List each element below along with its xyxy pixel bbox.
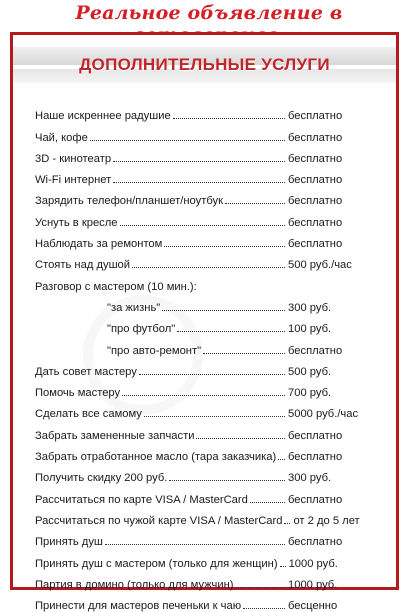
service-price: бесплатно — [288, 195, 343, 208]
service-price: бесплатно — [288, 131, 343, 144]
leader-dots — [284, 523, 290, 524]
service-row — [35, 186, 370, 207]
service-row — [35, 506, 370, 527]
leader-dots — [144, 416, 285, 417]
service-price: 1000 руб. — [288, 557, 338, 570]
leader-dots — [164, 246, 285, 247]
leader-dots — [162, 310, 285, 311]
service-label: Наше искреннее радушие — [35, 110, 171, 123]
service-label: Разговор с мастером (10 мин.): — [35, 280, 197, 293]
service-price: бесплатно — [288, 344, 343, 357]
leader-dots — [122, 395, 285, 396]
service-price: 300 руб. — [288, 472, 332, 485]
leader-dots — [105, 544, 285, 545]
service-price: 500 руб. — [288, 365, 332, 378]
service-price: бесплатно — [288, 174, 343, 187]
leader-dots — [196, 438, 285, 439]
service-price: бесплатно — [288, 536, 343, 549]
leader-dots — [120, 225, 285, 226]
service-row — [35, 122, 370, 143]
service-label: Чай, кофе — [35, 131, 88, 144]
service-price: бесплатно — [288, 216, 343, 229]
service-row — [35, 144, 370, 165]
service-price: от 2 до 5 лет — [293, 514, 360, 527]
service-price: бесплатно — [288, 429, 343, 442]
leader-dots — [90, 140, 285, 141]
service-label: Уснуть в кресле — [35, 216, 118, 229]
service-row — [35, 527, 370, 548]
service-row — [35, 165, 370, 186]
service-group-heading — [35, 271, 370, 292]
services-list — [35, 101, 370, 612]
service-row — [35, 357, 370, 378]
service-price: 500 руб./час — [288, 259, 352, 272]
price-list-frame — [10, 32, 399, 612]
service-row — [35, 207, 370, 228]
service-label: Забрать отработанное масло (тара заказчика) — [35, 451, 277, 464]
service-price: бесплатно — [288, 110, 343, 123]
service-label: "за жизнь" — [107, 301, 161, 314]
service-price: бесплатно — [288, 451, 343, 464]
page-title: ДОПОЛНИТЕЛЬНЫЕ УСЛУГИ — [79, 55, 330, 74]
service-label: Принести для мастеров печеньки к чаю — [35, 600, 242, 612]
service-label: 3D - кинотеатр — [35, 152, 112, 165]
leader-dots — [113, 182, 285, 183]
title-banner — [13, 47, 396, 87]
service-row — [35, 250, 370, 271]
service-row — [35, 101, 370, 122]
service-row — [35, 591, 370, 612]
service-row — [35, 484, 370, 505]
service-row — [35, 399, 370, 420]
service-price: 300 руб. — [288, 301, 332, 314]
service-row — [35, 548, 370, 569]
service-label: Принять душ — [35, 536, 103, 549]
service-price: бесценно — [288, 600, 338, 612]
service-price: бесплатно — [288, 238, 343, 251]
leader-dots — [225, 203, 285, 204]
service-price: 700 руб. — [288, 387, 332, 400]
service-row — [35, 442, 370, 463]
leader-dots — [139, 374, 285, 375]
service-price: бесплатно — [288, 493, 343, 506]
service-row — [35, 378, 370, 399]
leader-dots — [113, 161, 285, 162]
service-label: Принять душ с мастером (только для женщин) — [35, 557, 278, 570]
caption-heading: Реальное объявление в — [75, 2, 343, 24]
leader-dots — [243, 608, 285, 609]
leader-dots — [173, 118, 285, 119]
leader-dots — [278, 459, 285, 460]
service-label: Зарядить телефон/планшет/ноутбук — [35, 195, 223, 208]
service-label: Стоять над душой — [35, 259, 131, 272]
service-label: Наблюдать за ремонтом — [35, 238, 163, 251]
service-label: Wi-Fi интернет — [35, 174, 112, 187]
leader-dots — [250, 502, 285, 503]
service-row — [35, 314, 370, 335]
leader-dots — [203, 353, 285, 354]
service-label: "про футбол" — [107, 323, 176, 336]
service-label: Рассчитаться по карте VISA / MasterCard — [35, 493, 248, 506]
leader-dots — [177, 331, 285, 332]
service-label: Дать совет мастеру — [35, 365, 137, 378]
service-label: Забрать замененные запчасти — [35, 429, 195, 442]
service-row — [35, 293, 370, 314]
service-row — [35, 570, 370, 591]
leader-dots — [169, 480, 285, 481]
service-price: 100 руб. — [288, 323, 332, 336]
service-label: Помочь мастеру — [35, 387, 121, 400]
service-row — [35, 463, 370, 484]
service-label: Получить скидку 200 руб. — [35, 472, 168, 485]
service-row — [35, 335, 370, 356]
service-price: бесплатно — [288, 152, 343, 165]
service-row — [35, 229, 370, 250]
leader-dots — [132, 267, 285, 268]
leader-dots — [280, 566, 286, 567]
service-label: Сделать все самому — [35, 408, 142, 421]
service-price: 1000 руб. — [288, 578, 338, 591]
service-label: Рассчитаться по чужой карте VISA / MasterCard — [35, 514, 283, 527]
leader-dots — [236, 587, 285, 588]
service-price: 5000 руб./час — [288, 408, 359, 421]
service-label: "про авто-ремонт" — [107, 344, 202, 357]
service-label: Партия в домино (только для мужчин) — [35, 578, 234, 591]
service-row — [35, 420, 370, 441]
